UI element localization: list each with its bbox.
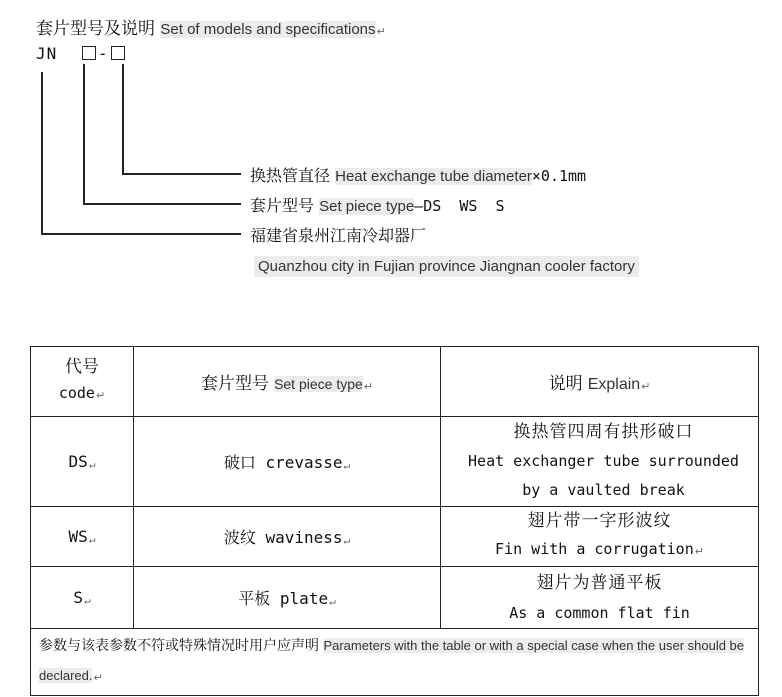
row-explain-cn: 翅片为普通平板 — [536, 572, 663, 593]
header-code-cn: 代号 — [65, 357, 99, 377]
connector-line-type-v — [83, 64, 85, 204]
callout-diameter — [250, 163, 586, 186]
return-mark-icon: ↵ — [329, 595, 336, 608]
row-explain-en-1: As a common flat fin — [509, 603, 690, 622]
header-code-en: code — [58, 384, 95, 402]
model-prefix: JN — [36, 44, 58, 63]
connector-line-factory-v — [41, 72, 43, 234]
header-type-en: Set piece type — [274, 376, 363, 392]
row-type — [134, 417, 441, 507]
row-explain-en-wrap — [441, 535, 758, 566]
row-type-text: 破口 crevasse — [223, 453, 343, 472]
row-code-text: S — [73, 588, 83, 607]
diameter-box-icon — [111, 46, 125, 60]
row-type — [134, 507, 441, 567]
header-explain — [441, 347, 759, 417]
callout-diameter-cn: 换热管直径 — [250, 166, 331, 185]
header-code — [31, 347, 134, 417]
callout-type — [250, 193, 504, 216]
row-code-text: DS — [68, 452, 88, 471]
return-mark-icon: ↵ — [88, 458, 96, 471]
header-explain-cn: 说明 — [548, 374, 583, 394]
callout-type-cn: 套片型号 — [250, 196, 315, 215]
factory-en: Quanzhou city in Fujian province Jiangnan cooler factory — [254, 256, 639, 277]
row-code — [31, 417, 134, 507]
spec-table — [30, 346, 759, 696]
note-en: Parameters with the table or with a special case when the user should be declared. — [39, 638, 745, 683]
connector-line-diameter-v — [122, 64, 124, 174]
type-box-icon — [82, 46, 96, 60]
callout-diameter-en: Heat exchange tube diameter — [335, 168, 532, 185]
row-explain-en-1: Fin with a corrugation — [495, 540, 694, 558]
connector-line-diameter-h — [122, 173, 241, 175]
return-mark-icon: ↵ — [88, 533, 96, 546]
row-explain-cn: 换热管四周有拱形破口 — [513, 422, 694, 442]
row-explain — [441, 417, 759, 507]
row-type-text: 波纹 waviness — [223, 528, 343, 547]
header-code-en-wrap — [31, 380, 133, 409]
return-mark-icon: ↵ — [93, 671, 103, 684]
row-explain-cn: 翅片带一字形波纹 — [527, 511, 672, 531]
table-note — [31, 629, 759, 696]
row-explain — [441, 507, 759, 567]
row-code — [31, 507, 134, 567]
row-type-text: 平板 plate — [238, 589, 329, 608]
return-mark-icon: ↵ — [343, 459, 351, 472]
header-type — [134, 347, 441, 417]
connector-line-factory-h — [41, 233, 241, 235]
row-type — [134, 567, 441, 629]
table-header-row — [31, 347, 759, 417]
callout-diameter-suffix: ×0.1mm — [531, 167, 587, 185]
table-row — [31, 417, 759, 507]
callout-factory — [250, 223, 426, 246]
callout-type-en: Set piece type — [319, 198, 415, 215]
table-row — [31, 507, 759, 567]
return-mark-icon: ↵ — [343, 534, 351, 547]
row-code — [31, 567, 134, 629]
return-mark-icon: ↵ — [95, 389, 106, 402]
note-cn: 参数与该表参数不符或特殊情况时用户应声明 — [39, 638, 319, 654]
page-title — [36, 14, 386, 39]
return-mark-icon: ↵ — [376, 25, 386, 38]
connector-line-type-h — [83, 203, 241, 205]
callout-type-suffix: —DS WS S — [414, 197, 505, 215]
callout-factory-cn: 福建省泉州江南冷却器厂 — [250, 226, 427, 245]
title-en: Set of models and specifications — [160, 21, 376, 38]
return-mark-icon: ↵ — [363, 380, 374, 393]
header-type-cn: 套片型号 — [200, 374, 269, 394]
return-mark-icon: ↵ — [641, 380, 651, 393]
row-explain — [441, 567, 759, 629]
row-explain-en-2: by a vaulted break — [522, 481, 685, 499]
header-explain-en: Explain — [587, 376, 641, 393]
row-explain-en-1: Heat exchanger tube surrounded — [468, 452, 739, 470]
return-mark-icon: ↵ — [84, 594, 91, 607]
row-code-text: WS — [68, 527, 88, 546]
title-cn: 套片型号及说明 — [36, 19, 155, 39]
model-code — [36, 44, 127, 63]
return-mark-icon: ↵ — [694, 545, 704, 558]
table-note-row — [31, 629, 759, 696]
table-row — [31, 567, 759, 629]
model-dash: - — [97, 44, 109, 63]
